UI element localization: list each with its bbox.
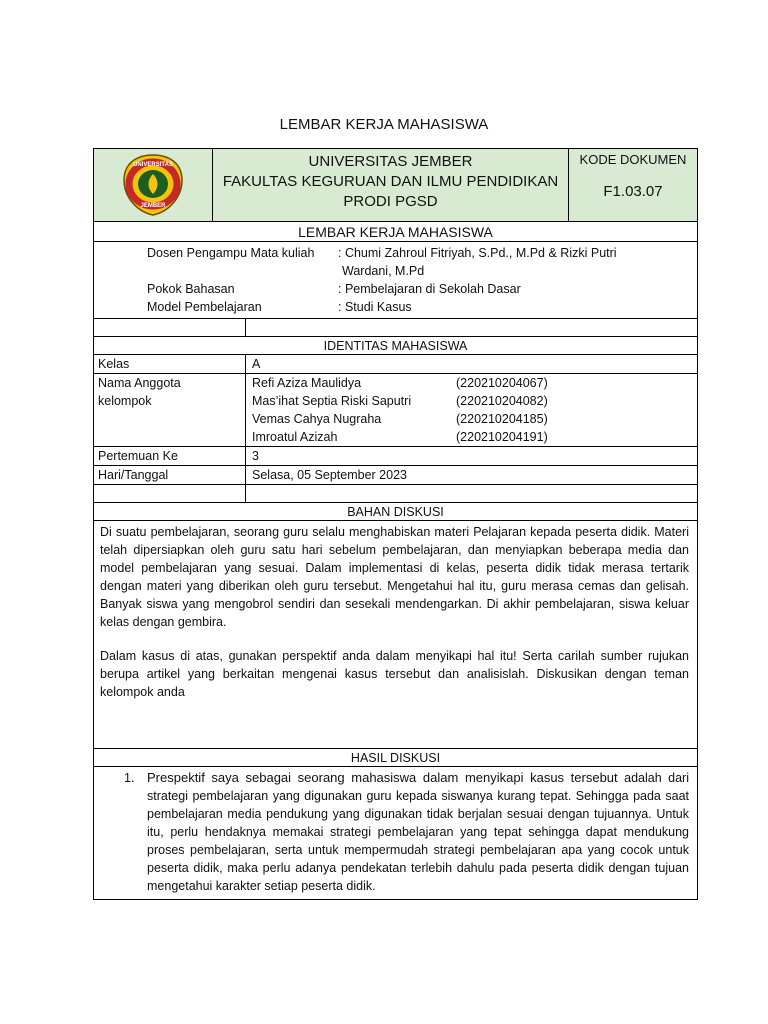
program-name: PRODI PGSD — [343, 193, 438, 210]
members-list — [246, 374, 697, 446]
member-item — [252, 392, 697, 410]
faculty-name: FAKULTAS KEGURUAN DAN ILMU PENDIDIKAN — [222, 173, 559, 190]
lecturer-value-cont: Wardani, M.Pd — [342, 264, 425, 278]
discussion-text — [94, 520, 697, 748]
member-item — [252, 428, 697, 446]
date-label: Hari/Tanggal — [94, 466, 246, 484]
model-label: Model Pembelajaran — [147, 300, 262, 314]
member-nim: (220210204191) — [456, 430, 548, 444]
discussion-heading: BAHAN DISKUSI — [94, 502, 697, 520]
meeting-label: Pertemuan Ke — [94, 447, 246, 465]
university-logo — [120, 152, 186, 218]
topic-label: Pokok Bahasan — [147, 282, 235, 296]
member-item — [252, 410, 697, 428]
meeting-row — [94, 446, 697, 465]
member-nim: (220210204067) — [456, 376, 548, 390]
member-name: Imroatul Azizah — [252, 430, 338, 444]
university-name: UNIVERSITAS JEMBER — [308, 153, 473, 170]
class-label: Kelas — [94, 355, 246, 373]
lecturer-value: : Chumi Zahroul Fitriyah, S.Pd., M.Pd & Rizki Putri — [338, 246, 617, 260]
member-name: Refi Aziza Maulidya — [252, 376, 362, 390]
empty-row — [94, 318, 697, 336]
worksheet-table — [93, 148, 698, 900]
members-label: Nama Anggota kelompok — [94, 374, 246, 446]
member-name: Vemas Cahya Nugraha — [252, 412, 382, 426]
members-row — [94, 373, 697, 446]
sheet-title: LEMBAR KERJA MAHASISWA — [94, 221, 697, 241]
empty-row — [94, 484, 697, 502]
class-value: A — [252, 357, 261, 371]
discussion-paragraph: Di suatu pembelajaran, seorang guru selalu menghabiskan materi Pelajaran kepada peserta didik. Materi telah dipersiapkan oleh guru satu hari sebelum pembelajaran, dan menyiapkan beberapa media dan model pembelajaran yang sesuai. Dalam implementasi di kelas, peserta didik tidak merasa tertarik dengan materi yang diberikan oleh guru tersebut. Mengetahui hal itu, guru merasa cemas dan gelisah. Banyak siswa yang mengobrol sendiri dan sesekali mendengarkan. Di akhir pembelajaran, siswa keluar kelas dengan gembira. — [100, 525, 689, 629]
member-nim: (220210204082) — [456, 394, 548, 408]
identity-heading: IDENTITAS MAHASISWA — [94, 336, 697, 354]
member-name: Mas’ihat Septia Riski Saputri — [252, 394, 412, 408]
lecturer-info — [94, 241, 697, 318]
model-value: : Studi Kasus — [338, 300, 412, 314]
result-item-number: 1. — [124, 771, 135, 785]
meeting-value: 3 — [252, 449, 259, 463]
university-logo-cell — [94, 149, 213, 221]
logo-text-top: UNIVERSITAS — [133, 162, 173, 168]
result-item — [100, 769, 689, 895]
discussion-paragraph: Dalam kasus di atas, gunakan perspektif anda dalam menyikapi hal itu! Serta carilah sumber rujukan berupa artikel yang berkaitan mengenai kasus tersebut dan analisislah. Diskusikan dengan teman kelompok anda — [100, 649, 689, 699]
lecturer-label: Dosen Pengampu Mata kuliah — [147, 246, 315, 260]
date-value: Selasa, 05 September 2023 — [252, 468, 407, 482]
result-heading: HASIL DISKUSI — [94, 748, 697, 766]
result-item-text — [147, 769, 689, 895]
document-code-value: F1.03.07 — [603, 183, 663, 200]
university-info — [213, 149, 569, 221]
result-item-body: adalah dari strategi pembelajaran yang digunakan guru kepada siswanya kurang tepat. Sehingga pada saat pembelajaran media pendukung yang digunakan tidak berjalan sesuai dengan tujuannya. Untuk itu, perlu hendaknya memakai strategi pembelajaran yang tepat sehingga dapat mendukung proses pembelajaran, serta untuk mempermudah strategi pembelajaran apa yang cocok untuk peserta didik, maka perlu adanya pendekatan terlebih dahulu pada peserta didik dengan tujuan mengetahui karakter setiap peserta didik. — [147, 771, 689, 893]
document-code-label: KODE DOKUMEN — [579, 152, 687, 167]
logo-text-bottom: JEMBER — [140, 203, 166, 209]
member-item — [252, 374, 697, 392]
result-content — [94, 766, 697, 899]
class-row — [94, 354, 697, 373]
result-item-lead: Prespektif saya sebagai seorang mahasiswa dalam menyikapi kasus tersebut — [147, 770, 618, 785]
document-code-cell — [569, 149, 697, 221]
topic-value: : Pembelajaran di Sekolah Dasar — [338, 282, 521, 296]
header-row — [94, 149, 697, 221]
date-row — [94, 465, 697, 484]
member-nim: (220210204185) — [456, 412, 548, 426]
page-title: LEMBAR KERJA MAHASISWA — [279, 116, 489, 133]
